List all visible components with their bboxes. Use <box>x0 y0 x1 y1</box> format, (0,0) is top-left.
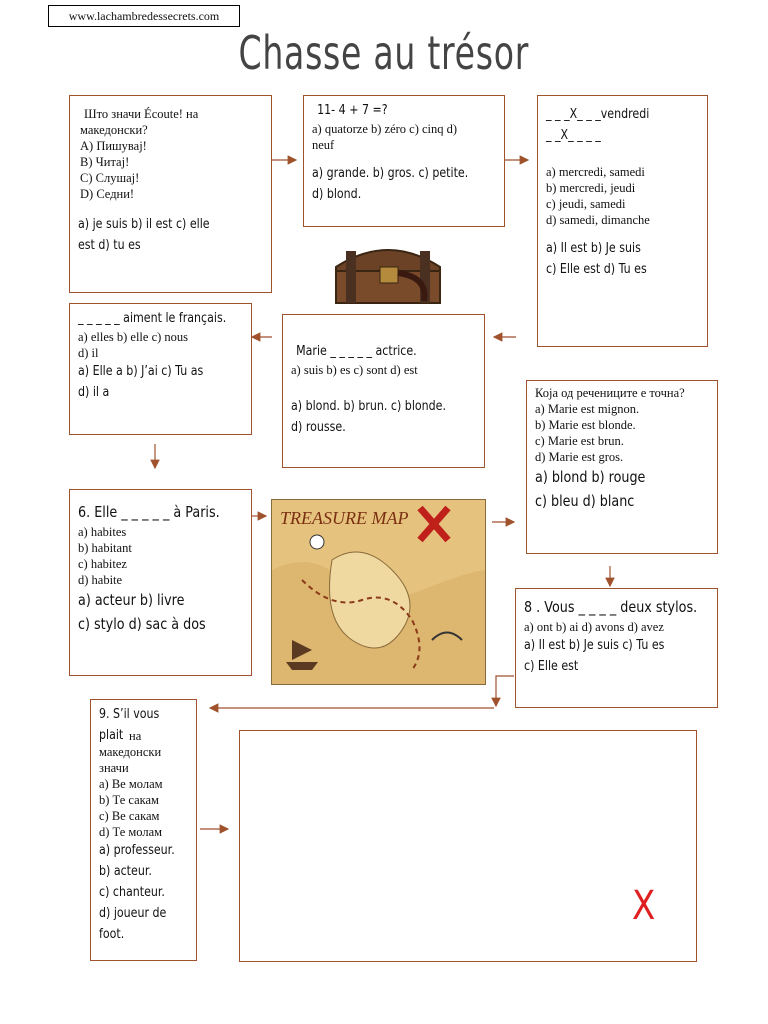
question-box-2 <box>303 95 505 227</box>
option: B) Читај! <box>80 155 130 169</box>
question-box-5 <box>282 314 485 468</box>
option: a) quatorze b) zéro c) cinq d) <box>312 122 458 136</box>
answer-line: c) stylo d) sac à dos <box>78 615 206 633</box>
option: d) il <box>78 346 99 360</box>
answer-line: d) il a <box>78 385 110 400</box>
treasure-map-image <box>271 499 486 685</box>
option: b) mercredi, jeudi <box>546 181 636 195</box>
question-line: plait <box>99 728 124 743</box>
arrow-8-down <box>496 676 514 706</box>
option: c) habitez <box>78 557 127 571</box>
question-box-6 <box>526 380 718 554</box>
answer-line: c) chanteur. <box>99 885 165 900</box>
question-line: 9. S’il vous <box>99 707 160 722</box>
chest-icon <box>328 237 448 307</box>
question-line: _ _X_ _ _ _ <box>546 128 601 143</box>
option: C) Слушај! <box>80 171 140 185</box>
answer-line: a) blond b) rouge <box>535 468 646 486</box>
option: d) habite <box>78 573 123 587</box>
map-label: TREASURE MAP <box>280 508 409 528</box>
option: c) jeudi, samedi <box>546 197 626 211</box>
answer-line: a) je suis b) il est c) elle <box>78 217 210 232</box>
answer-line: a) blond. b) brun. c) blonde. <box>291 399 446 414</box>
answer-line: d) joueur de <box>99 906 167 921</box>
answer-line: a) Elle a b) J’ai c) Tu as <box>78 364 204 379</box>
question-line: значи <box>99 761 129 775</box>
treasure-chest-image <box>328 237 448 307</box>
question-line: македонски? <box>80 123 148 137</box>
question-line: 8 . Vous _ _ _ _ deux stylos. <box>524 598 698 616</box>
option: neuf <box>312 138 335 152</box>
option: b) Те сакам <box>99 793 159 807</box>
question-box-1 <box>69 95 272 293</box>
answer-line: a) Il est b) Je suis <box>546 241 641 256</box>
option: b) Marie est blonde. <box>535 418 636 432</box>
page-title: Chasse au trésor <box>238 26 530 80</box>
question-line: _ _ _X_ _ _vendredi <box>546 107 650 122</box>
option: D) Седни! <box>80 187 135 201</box>
option: a) ont b) ai d) avons d) avez <box>524 620 664 634</box>
option: a) Ве молам <box>99 777 163 791</box>
question-box-9 <box>90 699 197 961</box>
answer-line: c) Elle est d) Tu es <box>546 262 647 277</box>
answer-line: b) acteur. <box>99 864 152 879</box>
question-line: на <box>129 729 142 743</box>
option: a) elles b) elle c) nous <box>78 330 189 344</box>
question-line: Која од речениците е точна? <box>535 386 685 400</box>
question-line: 11- 4 + 7 =? <box>317 103 388 118</box>
answer-line: foot. <box>99 927 125 942</box>
option: a) suis b) es c) sont d) est <box>291 363 418 377</box>
site-url[interactable]: www.lachambredessecrets.com <box>48 5 240 27</box>
option: d) Те молам <box>99 825 163 839</box>
question-line: 6. Elle _ _ _ _ _ à Paris. <box>78 503 220 521</box>
answer-line: a) professeur. <box>99 843 175 858</box>
answer-line: a) acteur b) livre <box>78 591 185 609</box>
answer-line: est d) tu es <box>78 238 141 253</box>
option: a) Marie est mignon. <box>535 402 640 416</box>
answer-line: a) Il est b) Je suis c) Tu es <box>524 638 665 653</box>
question-line: Што значи Écoute! на <box>84 107 199 121</box>
final-treasure-box <box>239 730 697 962</box>
option: a) habites <box>78 525 127 539</box>
question-box-8 <box>515 588 718 708</box>
option: d) samedi, dimanche <box>546 213 650 227</box>
answer-line: a) grande. b) gros. c) petite. <box>312 166 469 181</box>
question-line: _ _ _ _ _ aiment le français. <box>78 311 227 326</box>
option: A) Пишувај! <box>80 139 147 153</box>
answer-line: d) blond. <box>312 187 362 202</box>
option: c) Marie est brun. <box>535 434 624 448</box>
map-icon <box>272 500 486 685</box>
question-box-3 <box>537 95 708 347</box>
option: d) Marie est gros. <box>535 450 624 464</box>
option: a) mercredi, samedi <box>546 165 645 179</box>
question-line: Marie _ _ _ _ _ actrice. <box>296 344 417 359</box>
option: b) habitant <box>78 541 132 555</box>
question-line: македонски <box>99 745 162 759</box>
treasure-x-mark: X <box>632 883 656 929</box>
answer-line: c) Elle est <box>524 659 579 674</box>
answer-line: d) rousse. <box>291 420 346 435</box>
question-box-4 <box>69 303 252 435</box>
option: c) Ве сакам <box>99 809 160 823</box>
answer-line: c) bleu d) blanc <box>535 492 635 510</box>
question-box-7 <box>69 489 252 676</box>
